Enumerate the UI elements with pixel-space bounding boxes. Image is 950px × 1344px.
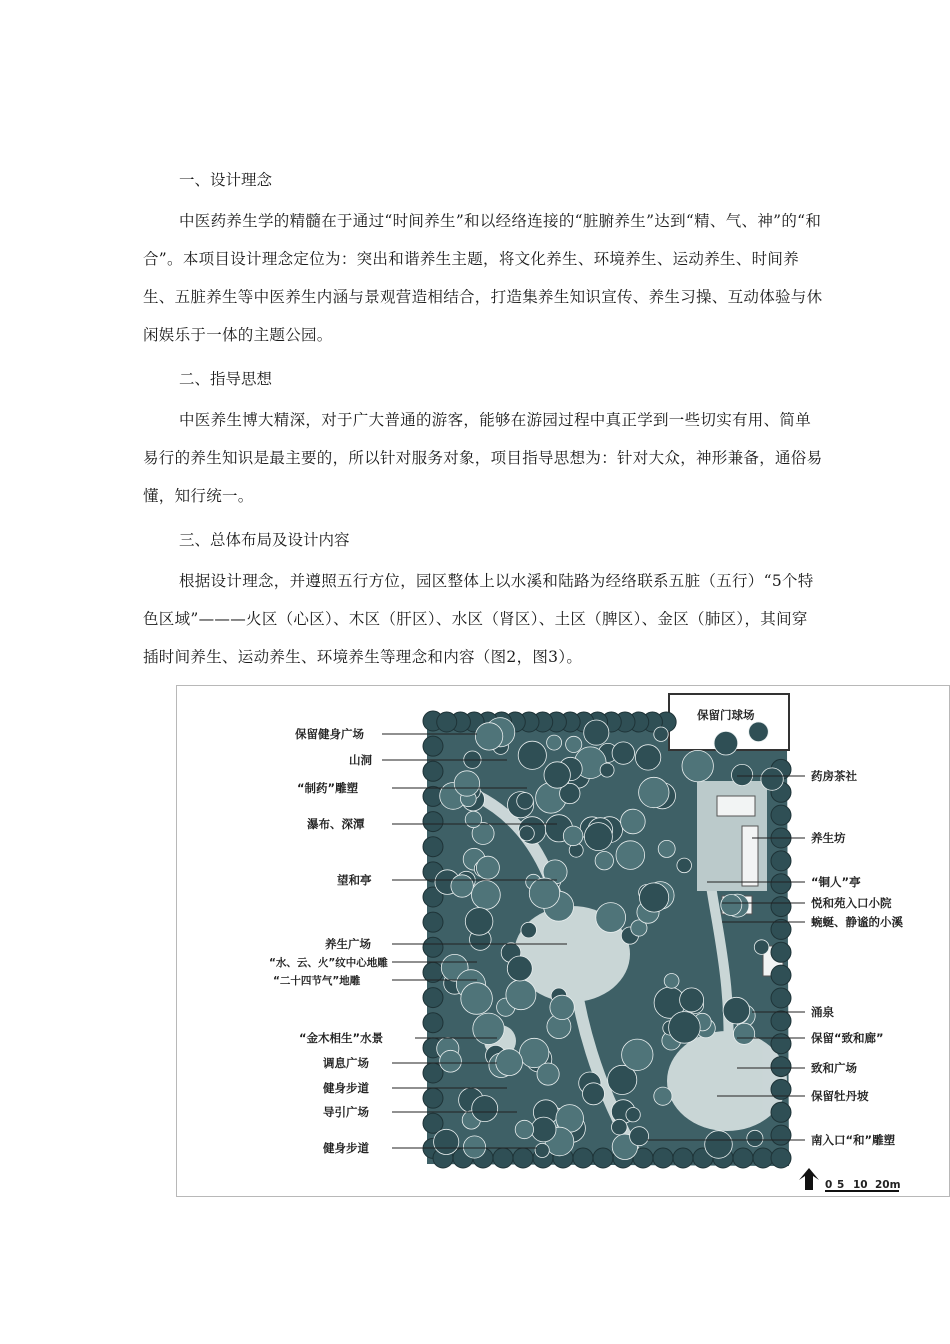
tree-canopy: [472, 1096, 498, 1122]
label-tiaoxi-plaza: 调息广场: [323, 1056, 369, 1070]
tree-canopy: [771, 965, 791, 985]
tree-canopy: [423, 736, 443, 756]
tree-canopy: [531, 1117, 556, 1142]
tree-canopy: [771, 1148, 791, 1168]
tree-canopy: [584, 823, 612, 851]
tree-canopy: [733, 1148, 753, 1168]
tree-canopy: [771, 988, 791, 1008]
tree-canopy: [496, 1049, 523, 1076]
scale-tick-5: 5: [837, 1179, 845, 1191]
tree-canopy: [680, 988, 704, 1012]
tree-canopy: [677, 858, 692, 873]
tree-canopy: [630, 1127, 649, 1146]
tree-canopy: [771, 897, 791, 917]
label-waterfall: 瀑布、深潭: [307, 817, 365, 831]
tree-canopy: [771, 1102, 791, 1122]
label-south-entrance: 南入口“和”雕塑: [811, 1133, 896, 1147]
tree-canopy: [658, 840, 675, 857]
site-plan-svg: [177, 686, 950, 1197]
tree-canopy: [544, 762, 570, 788]
tree-canopy: [653, 1148, 673, 1168]
tree-canopy: [771, 1011, 791, 1031]
label-daoyin-plaza: 导引广场: [323, 1105, 369, 1119]
label-medicine-sculpture: “制药”雕塑: [297, 781, 359, 795]
label-tea-house: 药房茶社: [811, 769, 857, 783]
tree-canopy: [437, 712, 457, 732]
section-2-heading: 二、指导思想: [179, 370, 273, 388]
tree-canopy: [563, 826, 583, 846]
tree-canopy: [747, 1130, 763, 1146]
label-bronze-pavilion: “铜人”亭: [811, 875, 861, 889]
tree-canopy: [771, 942, 791, 962]
tree-canopy: [771, 874, 791, 894]
north-arrow-icon: [799, 1168, 819, 1190]
section-2-text: 中医养生博大精深，对于广大普通的游客，能够在游园过程中真正学到一些切实有用、简单易行的养生知识是最主要的，所以针对服务对象，项目指导思想为：针对大众，神形兼备，通俗易懂，知行统一。: [143, 411, 823, 505]
tree-canopy: [593, 1148, 613, 1168]
section-1-paragraph: [143, 202, 823, 354]
tree-canopy: [654, 727, 668, 741]
tree-canopy: [654, 1087, 672, 1105]
tree-canopy: [423, 937, 443, 957]
tree-canopy: [465, 908, 493, 936]
tree-canopy: [749, 722, 769, 742]
tree-canopy: [639, 777, 669, 807]
tree-canopy: [515, 1120, 533, 1138]
tree-canopy: [537, 1063, 559, 1085]
label-yangsheng-plaza: 养生广场: [325, 937, 371, 951]
tree-canopy: [771, 1034, 791, 1054]
tree-canopy: [771, 805, 791, 825]
section-1-text: 中医药养生学的精髓在于通过“时间养生”和以经络连接的“脏腑养生”达到“精、气、神”的“和合”。本项目设计理念定位为：突出和谐养生主题，将文化养生、环境养生、运动养生、时间养生、五脏养生等中医养生内涵与景观营造相结合，打造集养生知识宣传、养生习操、互动体验与休闲娱乐于一体的主题公园。: [143, 212, 823, 344]
tree-canopy: [583, 1083, 605, 1105]
tree-canopy: [673, 1148, 693, 1168]
label-peony-slope: 保留牡丹坡: [811, 1089, 869, 1103]
tree-canopy: [519, 826, 534, 841]
tree-canopy: [423, 812, 443, 832]
tree-canopy: [507, 956, 532, 981]
tree-canopy: [635, 745, 660, 770]
scale-bar: [825, 1179, 901, 1191]
tree-canopy: [517, 793, 534, 810]
tree-canopy: [423, 988, 443, 1008]
tree-canopy: [423, 1113, 443, 1133]
tree-canopy: [423, 1063, 443, 1083]
label-yuehe-courtyard: 悦和苑入口小院: [811, 896, 892, 910]
tree-canopy: [723, 997, 750, 1024]
scale-tick-20m: 20m: [875, 1179, 901, 1191]
tree-canopy: [463, 1136, 485, 1158]
tree-canopy: [521, 922, 537, 938]
tree-canopy: [664, 974, 679, 989]
tree-canopy: [423, 912, 443, 932]
tree-canopy: [669, 1012, 701, 1044]
tree-canopy: [596, 903, 626, 933]
tree-canopy: [451, 875, 473, 897]
tree-canopy: [423, 1013, 443, 1033]
tree-canopy: [682, 750, 713, 781]
section-3-paragraph: [143, 562, 823, 676]
label-zhihe-plaza: 致和广场: [811, 1061, 857, 1075]
label-wanghe-pavilion: 望和亭: [337, 873, 372, 887]
tree-canopy: [612, 1119, 628, 1135]
gateball-court-label: 保留门球场: [697, 708, 755, 722]
tree-canopy: [465, 811, 481, 827]
scale-tick-0: 0: [825, 1179, 833, 1191]
tree-canopy: [600, 763, 614, 777]
tree-canopy: [734, 1023, 755, 1044]
tree-canopy: [423, 1088, 443, 1108]
tree-canopy: [476, 856, 499, 879]
tree-canopy: [461, 983, 493, 1015]
label-solar-terms: “二十四节气”地雕: [273, 975, 361, 987]
tree-canopy: [626, 1108, 640, 1122]
tree-canopy: [513, 1148, 533, 1168]
tree-canopy: [475, 723, 502, 750]
label-spring: 涌泉: [811, 1005, 834, 1019]
tree-canopy: [721, 895, 742, 916]
tree-canopy: [454, 771, 479, 796]
tree-canopy: [622, 1039, 653, 1070]
tree-canopy: [493, 1148, 513, 1168]
tree-canopy: [566, 736, 582, 752]
section-2-paragraph: [143, 401, 823, 515]
tree-canopy: [473, 1013, 504, 1044]
label-center-carving: “水、云、火”纹中心地雕: [269, 957, 388, 969]
section-3-text: 根据设计理念，并遵照五行方位，园区整体上以水溪和陆路为经络联系五脏（五行）“5个特色区域”———火区（心区）、木区（肝区）、水区（肾区）、土区（脾区）、金区（肺区），其间穿插时间养生、运动养生、环境养生等理念和内容（图2，图3）。: [143, 572, 814, 666]
tree-canopy: [472, 881, 501, 910]
tree-canopy: [732, 764, 753, 785]
tree-canopy: [529, 878, 559, 908]
tree-canopy: [434, 1129, 459, 1154]
tree-canopy: [771, 1057, 791, 1077]
site-plan-figure: [176, 685, 950, 1197]
tree-canopy: [616, 841, 645, 870]
scale-tick-10: 10: [853, 1179, 868, 1191]
tree-canopy: [640, 883, 669, 912]
label-quiet-stream: 蜿蜒、静谧的小溪: [811, 915, 903, 929]
tree-canopy: [535, 1143, 549, 1157]
label-zhihe-corridor: 保留“致和廊”: [811, 1031, 884, 1045]
tree-canopy: [761, 768, 783, 790]
label-fitness-plaza: 保留健身广场: [295, 727, 364, 741]
tree-canopy: [573, 1148, 593, 1168]
label-metal-wood-waterscape: “金木相生”水景: [299, 1031, 384, 1045]
tree-canopy: [714, 731, 738, 755]
tree-canopy: [584, 720, 609, 745]
tree-canopy: [423, 962, 443, 982]
label-cave: 山洞: [349, 753, 372, 767]
label-yangsheng-workshop: 养生坊: [811, 831, 846, 845]
tree-canopy: [771, 1125, 791, 1145]
section-3-heading: 三、总体布局及设计内容: [179, 531, 350, 549]
tree-canopy: [423, 761, 443, 781]
tree-canopy: [612, 742, 634, 764]
tree-canopy: [595, 852, 613, 870]
label-fitness-trail-2: 健身步道: [323, 1141, 369, 1155]
label-fitness-trail-1: 健身步道: [323, 1081, 369, 1095]
tree-canopy: [506, 980, 536, 1010]
tree-canopy: [547, 735, 562, 750]
tree-canopy: [754, 940, 769, 955]
tree-canopy: [423, 837, 443, 857]
tree-canopy: [705, 1131, 733, 1159]
tree-canopy: [440, 1050, 462, 1072]
tree-canopy: [550, 995, 574, 1019]
tree-canopy: [771, 851, 791, 871]
tree-canopy: [753, 1148, 773, 1168]
tree-canopy: [621, 809, 646, 834]
section-1-heading: 一、设计理念: [179, 171, 273, 189]
tree-canopy: [518, 741, 546, 769]
